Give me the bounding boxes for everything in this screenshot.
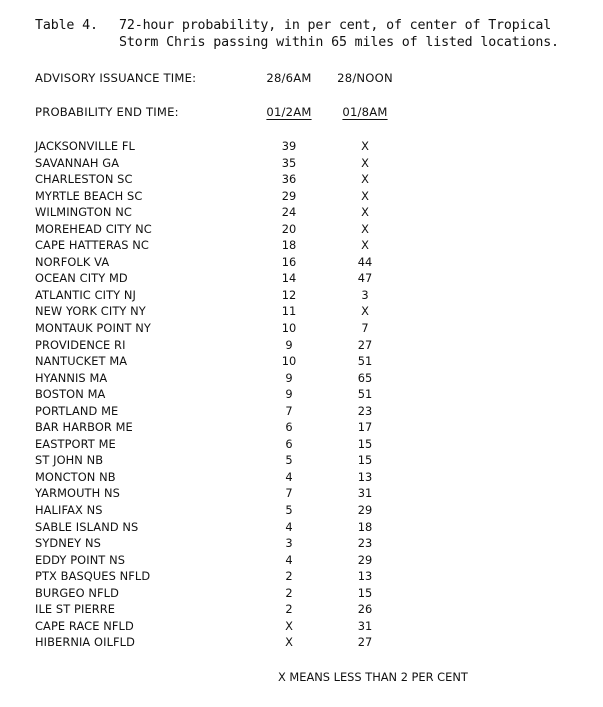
probability-col1: 2 [285,602,293,617]
probability-col1: 39 [281,139,297,153]
location-name: EDDY POINT NS [35,552,126,567]
probability-col2: 13 [357,469,373,484]
table-caption [35,17,590,51]
probability-col2: X [361,304,369,319]
probability-col1: 29 [281,188,297,203]
probability-col2: 47 [357,271,373,286]
probability-col2: X [361,205,369,220]
probability-col1: 9 [285,337,293,352]
table-row [35,221,595,238]
location-name: NANTUCKET MA [35,354,128,369]
table-row [35,419,595,436]
table-row [35,138,595,155]
probability-col1: 10 [281,354,297,369]
probability-col2: 15 [357,453,373,468]
location-name: SAVANNAH GA [35,155,120,170]
location-name: MOREHEAD CITY NC [35,221,152,236]
location-name: MONTAUK POINT NY [35,321,151,336]
probability-col2: 15 [357,436,373,451]
caption-line-2 [35,34,590,51]
probability-col2: 44 [357,254,373,269]
probability-col2: 29 [357,552,373,567]
probability-col2: 65 [357,370,373,385]
table-row [35,270,595,287]
advisory-issuance-row [35,71,595,89]
location-name: YARMOUTH NS [35,486,120,501]
table-row [35,303,595,320]
probability-col1: X [285,635,293,650]
probability-col1: 9 [285,387,293,402]
probability-col2: X [361,139,369,153]
probability-col2: 18 [357,519,373,534]
probability-col2: X [361,172,369,187]
probability-col2: 17 [357,420,373,435]
table-row [35,485,595,502]
probability-col1: 5 [285,453,293,468]
probability-col2: 23 [357,536,373,551]
location-name: CHARLESTON SC [35,172,133,187]
table-row [35,370,595,387]
location-name: OCEAN CITY MD [35,271,128,286]
table-row [35,171,595,188]
table-row [35,353,595,370]
probability-col1: 6 [285,420,293,435]
location-name: JACKSONVILLE FL [35,139,135,153]
probability-end-col1: 01/2AM [266,105,312,119]
location-name: ILE ST PIERRE [35,602,116,617]
table-row [35,452,595,469]
probability-col1: 12 [281,287,297,302]
probability-col1: 4 [285,552,293,567]
location-name: CAPE RACE NFLD [35,618,134,633]
probability-col1: 2 [285,585,293,600]
probability-col2: 7 [361,321,369,336]
table-row [35,436,595,453]
table-row [35,519,595,536]
table-row [35,287,595,304]
table-row [35,552,595,569]
location-name: PTX BASQUES NFLD [35,569,151,584]
probability-col2: 23 [357,403,373,418]
location-name: MONCTON NB [35,469,116,484]
caption-text-1: 72-hour probability, in per cent, of center of Tropical [119,18,552,33]
table-row [35,403,595,420]
probability-col2: X [361,221,369,236]
probability-col1: 10 [281,321,297,336]
probability-col1: 9 [285,370,293,385]
probability-col2: 29 [357,503,373,518]
probability-col1: 5 [285,503,293,518]
probability-col2: X [361,238,369,253]
probability-col1: 14 [281,271,297,286]
table-row [35,337,595,354]
location-name: ATLANTIC CITY NJ [35,287,137,302]
probability-col2: 31 [357,618,373,633]
probability-end-col2: 01/8AM [342,105,388,119]
location-name: MYRTLE BEACH SC [35,188,143,203]
location-name: EASTPORT ME [35,436,116,451]
location-name: NORFOLK VA [35,254,110,269]
table-row [35,634,595,651]
probability-end-label: PROBABILITY END TIME: [35,105,179,119]
probability-col1: 11 [281,304,297,319]
location-name: HALIFAX NS [35,503,103,518]
location-name: WILMINGTON NC [35,205,132,220]
probability-col1: 4 [285,519,293,534]
probability-col2: 26 [357,602,373,617]
caption-text-2: Storm Chris passing within 65 miles of listed locations. [119,35,559,50]
location-name: SYDNEY NS [35,536,101,551]
probability-col2: X [361,188,369,203]
table-label: Table 4. [35,18,98,33]
probability-col1: 4 [285,469,293,484]
probability-col2: 51 [357,387,373,402]
footnote: X MEANS LESS THAN 2 PER CENT [278,670,468,684]
table-row [35,237,595,254]
location-name: PORTLAND ME [35,403,119,418]
probability-col1: 2 [285,569,293,584]
probability-col1: 35 [281,155,297,170]
table-row [35,155,595,172]
location-name: PROVIDENCE RI [35,337,126,352]
probability-col1: 24 [281,205,297,220]
location-name: HIBERNIA OILFLD [35,635,135,650]
probability-col1: 3 [285,536,293,551]
probability-col2: 15 [357,585,373,600]
probability-col1: 7 [285,403,293,418]
probability-col2: 51 [357,354,373,369]
probability-col2: 13 [357,569,373,584]
advisory-issuance-label: ADVISORY ISSUANCE TIME: [35,71,197,85]
table-row [35,320,595,337]
probability-col1: 20 [281,221,297,236]
table-row [35,502,595,519]
probability-end-row [35,105,595,123]
caption-line-1 [35,17,590,34]
table-row [35,254,595,271]
advisory-issuance-col1: 28/6AM [266,71,312,85]
probability-col1: 36 [281,172,297,187]
location-name: NEW YORK CITY NY [35,304,146,319]
location-name: ST JOHN NB [35,453,104,468]
advisory-issuance-col2: 28/NOON [337,71,393,85]
location-name: SABLE ISLAND NS [35,519,139,534]
table-row [35,568,595,585]
probability-table [35,138,595,651]
probability-col2: 27 [357,337,373,352]
table-row [35,618,595,635]
probability-col2: 3 [361,287,369,302]
probability-col1: 16 [281,254,297,269]
location-name: BOSTON MA [35,387,106,402]
probability-col1: 7 [285,486,293,501]
table-row [35,386,595,403]
probability-col1: 18 [281,238,297,253]
table-row [35,188,595,205]
location-name: BURGEO NFLD [35,585,119,600]
location-name: HYANNIS MA [35,370,108,385]
location-name: BAR HARBOR ME [35,420,133,435]
table-row [35,204,595,221]
probability-col2: 27 [357,635,373,650]
probability-col1: X [285,618,293,633]
table-row [35,585,595,602]
probability-col1: 6 [285,436,293,451]
table-row [35,601,595,618]
probability-col2: X [361,155,369,170]
location-name: CAPE HATTERAS NC [35,238,149,253]
probability-col2: 31 [357,486,373,501]
table-row [35,469,595,486]
table-row [35,535,595,552]
